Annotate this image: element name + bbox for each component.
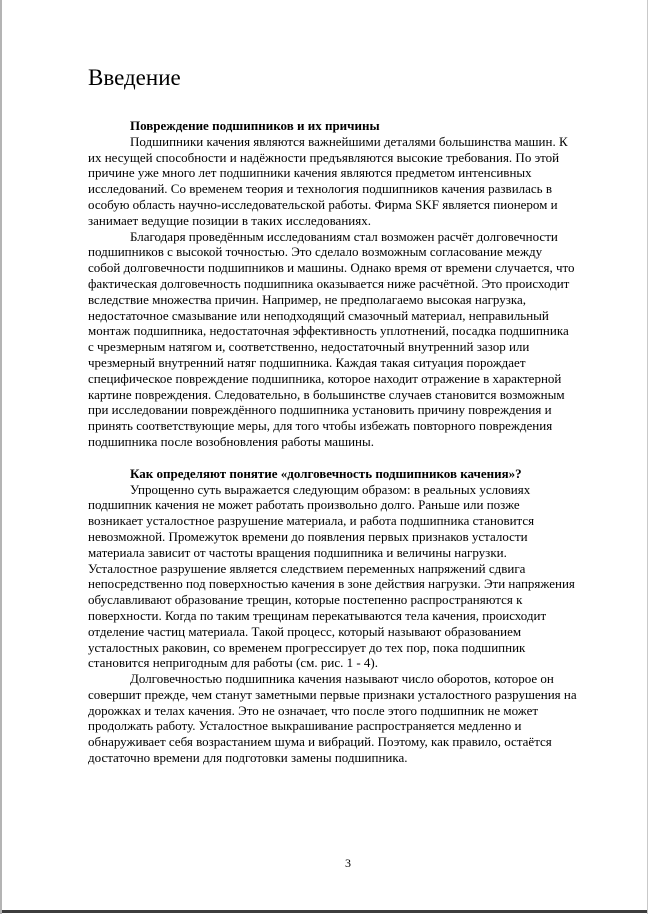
section-bearing-damage [88, 118, 577, 450]
paragraph: Упрощенно суть выражается следующим образом: в реальных условиях подшипник качения не может работать произвольно долго. Раньше или позже возникает усталостное разрушение материала, и работа подшипника становится невозможной. Промежуток времени до появления первых признаков усталости материала зависит от частоты вращения подшипника и величины нагрузки. Усталостное разрушение является следствием переменных напряжений сдвига непосредственно под поверхностью качения в зоне действия нагрузки. Эти напряжения обуславливают образование трещин, которые постепенно распространяются к поверхности. Когда по таким трещинам перекатываются тела качения, происходит отделение частиц материала. Такой процесс, который называют образованием усталостных раковин, со временем прогрессирует до тех пор, пока подшипник становится непригодным для работы (см. рис. 1 - 4). [88, 481, 575, 671]
section-heading: Повреждение подшипников и их причины [130, 118, 380, 133]
scan-bottom-edge [2, 910, 647, 913]
paragraph: Долговечностью подшипника качения называют число оборотов, которое он совершит прежде, чем станут заметными первые признаки усталостного разрушения на дорожках и телах качения. Это не означает, что после этого подшипник не может продолжать работу. Усталостное выкрашивание распространяется медленно и обнаруживает себя возрастанием шума и вибраций. Поэтому, как правило, остаётся достаточно времени для подготовки замены подшипника. [88, 671, 577, 766]
section-bearing-life [88, 466, 577, 766]
paragraph: Благодаря проведённым исследованиям стал возможен расчёт долговечности подшипников с высокой точностью. Это сделало возможным согласование между собой долговечности подшипников и машины. Однако время от времени случается, что фактическая долговечность подшипника оказывается ниже расчётной. Это происходит вследствие множества причин. Например, не предполагаемо высокая нагрузка, недостаточное смазывание или неподходящий смазочный материал, неправильный монтаж подшипника, недостаточная эффективность уплотнений, посадка подшипника с чрезмерным натягом и, соответственно, недостаточный внутренний зазор или чрезмерный внутренний натяг подшипника. Каждая такая ситуация порождает специфическое повреждение подшипника, которое находит отражение в характерной картине повреждения. Следовательно, в большинстве случаев становится возможным при исследовании повреждённого подшипника установить причину повреждения и принять соответствующие меры, для того чтобы избежать повторного повреждения подшипника после возобновления работы машины. [88, 228, 575, 449]
page-number: 3 [345, 856, 351, 870]
section-heading: Как определяют понятие «долговечность подшипников качения»? [130, 465, 522, 481]
page-title: Введение [88, 65, 181, 90]
page-content [88, 64, 577, 766]
paragraph: Подшипники качения являются важнейшими деталями большинства машин. К их несущей способности и надёжности предъявляются высокие требования. По этой причине уже много лет подшипники качения являются предметом интенсивных исследований. Со временем теория и технология подшипников качения развилась в особую область научно-исследовательской работы. Фирма SKF является пионером и занимает ведущие позиции в таких исследованиях. [88, 133, 568, 228]
